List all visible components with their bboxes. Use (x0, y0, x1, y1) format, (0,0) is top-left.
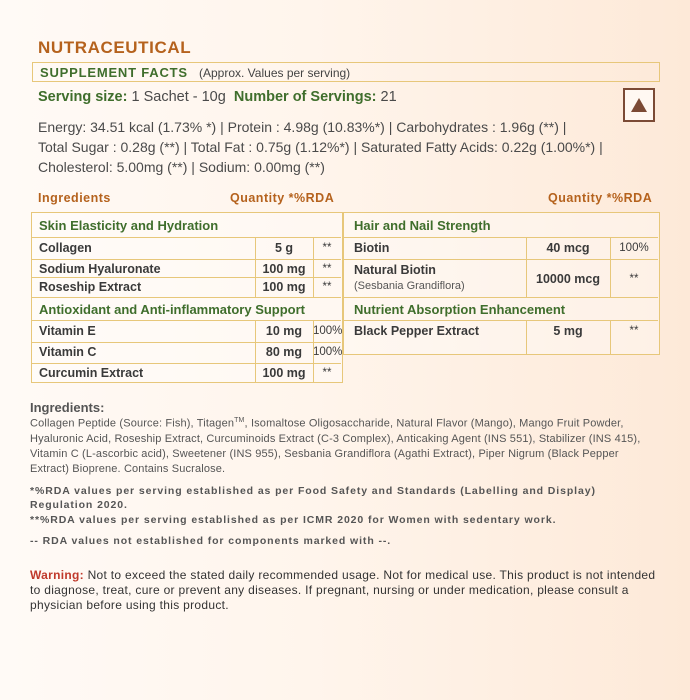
quantity-rda-heading-right: Quantity *%RDA (548, 191, 653, 205)
ingredient-qty: 100 mg (262, 262, 306, 276)
brand-title: NUTRACEUTICAL (38, 38, 192, 57)
serving-info (38, 89, 397, 105)
ingredient-name: Black Pepper Extract (354, 324, 480, 338)
supplement-facts-heading: SUPPLEMENT FACTS (40, 65, 188, 80)
ingredient-qty: 5 g (274, 241, 294, 255)
nutrition-line: Cholesterol: 5.00mg (**) | Sodium: 0.00mg (**) (38, 159, 325, 175)
ingredient-name: Vitamin E (39, 324, 96, 338)
ingredient-rda: ** (322, 367, 332, 379)
serving-size-value: 1 Sachet - 10g (131, 89, 226, 105)
section-title: Hair and Nail Strength (354, 218, 491, 233)
section-title: Nutrient Absorption Enhancement (354, 302, 566, 317)
ingredient-name: Natural Biotin (354, 263, 436, 277)
ingredient-rda: ** (322, 281, 332, 293)
ingredients-title: Ingredients: (30, 400, 105, 415)
warning-notice (30, 568, 662, 613)
footnote: *%RDA values per serving established as per Food Safety and Standards (Labelling and Display) Regulation 2020. (30, 485, 596, 511)
footnote: **%RDA values per serving established as per ICMR 2020 for Women with sedentary work. (30, 514, 557, 526)
nutrition-line: Energy: 34.51 kcal (1.73% *) | Protein : 4.98g (10.83%*) | Carbohydrates : 1.96g (**) | (38, 119, 567, 135)
servings-count-label: Number of Servings: (233, 89, 377, 105)
left-ingredients-table (31, 212, 343, 383)
ingredient-name: Curcumin Extract (39, 366, 144, 380)
ingredient-qty: 10 mg (265, 324, 303, 338)
trademark-mark: TM (234, 417, 245, 424)
ingredient-qty: 40 mcg (546, 241, 590, 255)
ingredient-qty: 100 mg (262, 366, 306, 380)
ingredient-qty: 5 mg (553, 324, 583, 338)
right-ingredients-table (343, 212, 660, 355)
footnote: -- RDA values not established for components marked with --. (30, 535, 392, 547)
ingredient-name: Collagen (39, 241, 92, 255)
brown-triangle-icon (623, 88, 655, 122)
ingredients-text: Collagen Peptide (Source: Fish), Titagen™, Isomaltose Oligosaccharide, Natural Flavor (Mango), Mango Fruit Powder, Hyaluronic Acid, Roseship Extract, Curcuminoids Extract (C-3 Complex), Anticaking Agent (INS 551), Stabilizer (INS 415), Vitamin C (L-ascorbic acid), Sweetener (INS 955), Sesbania Grandiflora (Agathi Extract), Piper Nigrum (Black Pepper Extract) Bioprene. Contains Sucralose. (30, 417, 641, 475)
serving-size-label: Serving size: (38, 89, 128, 105)
ingredient-rda: 100% (313, 325, 343, 337)
servings-count-value: 21 (380, 89, 397, 105)
ingredient-name: Roseship Extract (39, 280, 142, 294)
ingredient-name: Biotin (354, 241, 390, 255)
warning-label: Warning: (30, 568, 84, 582)
ingredient-rda: ** (322, 242, 332, 254)
ingredient-qty: 10000 mcg (536, 272, 600, 286)
section-title: Skin Elasticity and Hydration (39, 218, 219, 233)
ingredient-qty: 80 mg (265, 345, 303, 359)
ingredient-rda: ** (629, 325, 639, 337)
supplement-facts-note: (Approx. Values per serving) (199, 66, 351, 80)
section-title: Antioxidant and Anti-inflammatory Support (39, 302, 306, 317)
ingredient-rda: 100% (619, 242, 649, 254)
ingredient-rda: ** (629, 273, 639, 285)
ingredient-name: Sodium Hyaluronate (39, 262, 161, 276)
ingredient-rda: ** (322, 263, 332, 275)
ingredient-qty: 100 mg (262, 280, 306, 294)
nutrition-line: Total Sugar : 0.28g (**) | Total Fat : 0.75g (1.12%*) | Saturated Fatty Acids: 0.22g (1.00%*) | (38, 139, 603, 155)
ingredient-name: Vitamin C (39, 345, 97, 359)
quantity-rda-heading-left: Quantity *%RDA (230, 191, 335, 205)
ingredient-rda: 100% (313, 346, 343, 358)
ingredients-column-heading: Ingredients (38, 191, 111, 205)
ingredient-subname: (Sesbania Grandiflora) (354, 280, 465, 292)
warning-text: Not to exceed the stated daily recommended usage. Not for medical use. This product is not intended to diagnose, treat, cure or prevent any diseases. If pregnant, nursing or under medication, please consult a physician before using this product. (30, 568, 656, 612)
